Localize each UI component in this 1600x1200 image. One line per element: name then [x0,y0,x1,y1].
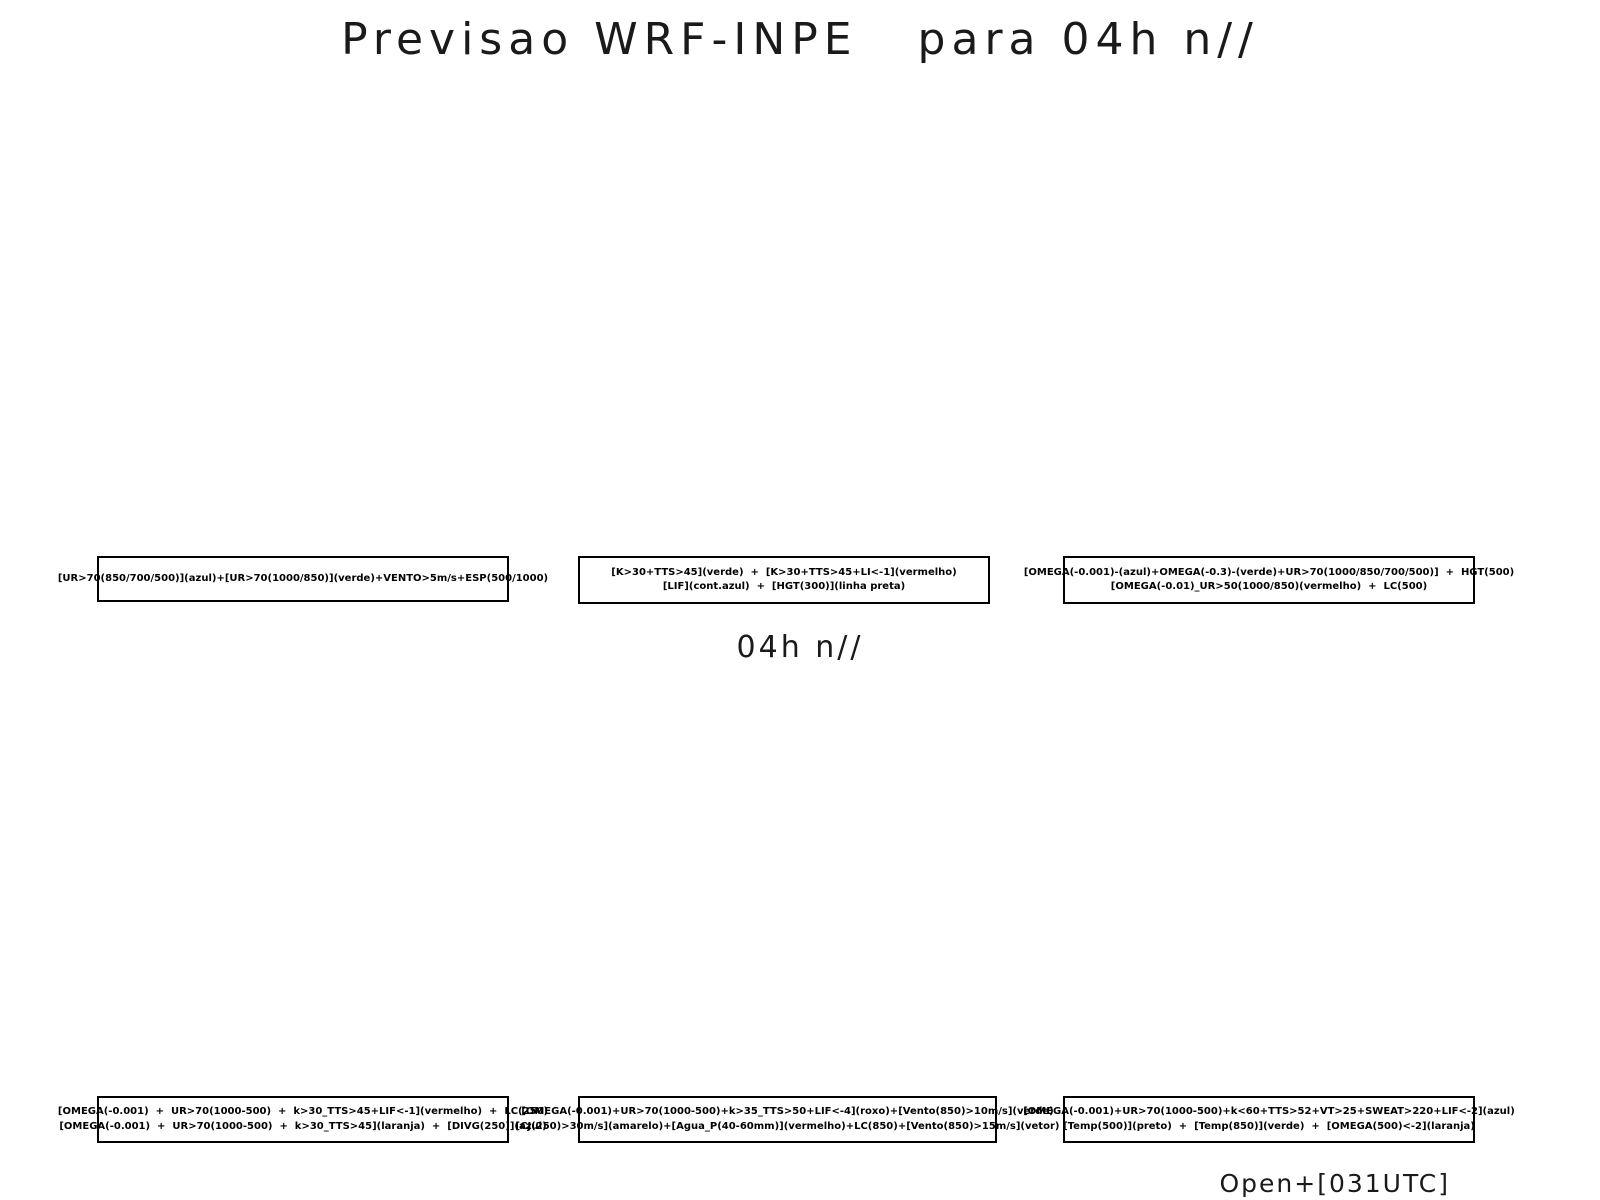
legend-line: [OMEGA(-0.001) + UR>70(1000-500) + k>30_TTS>45+LIF<-1](vermelho) + LC(250) [57,1106,549,1117]
legend-line: [K>30+TTS>45](verde) + [K>30+TTS>45+LI<-1](vermelho) [611,566,957,578]
legend-panel-bottom-right [1023,1096,1515,1143]
legend-panel-bottom-middle [515,1096,1060,1143]
legend-line: [OMEGA(-0.001)+UR>70(1000-500)+k<60+TTS>52+VT>25+SWEAT>220+LIF<-2](azul) [1023,1106,1515,1117]
legend-line: [OMEGA(-0.001)+UR>70(1000-500)+k>35_TTS>50+LIF<-4](roxo)+[Vento(850)>10m/s](verde) [521,1106,1054,1117]
legend-panel-top-right [1023,556,1515,604]
section-subtitle: 04h n// [736,630,864,665]
legend-line: [OMEGA(-0.01)_UR>50(1000/850)(vermelho) + LC(500) [1110,581,1428,592]
page-title: Previsao WRF-INPE para 04h n// [341,14,1259,65]
legend-line: [Temp(500)](preto) + [Temp(850)](verde) + [OMEGA(500)<-2](laranja) [1063,1120,1475,1132]
legend-panel-top-middle [578,556,990,604]
legend-line: [CJ(250)>30m/s](amarelo)+[Agua_P(40-60mm)](vermelho)+LC(850)+[Vento(850)>15m/s](vetor) [515,1120,1060,1132]
legend-line: [OMEGA(-0.001)-(azul)+OMEGA(-0.3)-(verde)+UR>70(1000/850/700/500)] + HGT(500) [1023,566,1515,578]
legend-line: [OMEGA(-0.001) + UR>70(1000-500) + k>30_TTS>45](laranja) + [DIVG(250)](azul) [59,1120,547,1132]
footer-timestamp: Open+[031UTC] [1219,1169,1450,1198]
legend-line: [LIF](cont.azul) + [HGT(300)](linha preta) [662,581,906,592]
legend-line: [UR>70(850/700/500)](azul)+[UR>70(1000/850)](verde)+VENTO>5m/s+ESP(500/1000) [57,572,549,584]
legend-panel-bottom-left [57,1096,549,1143]
legend-panel-top-left [57,556,549,602]
